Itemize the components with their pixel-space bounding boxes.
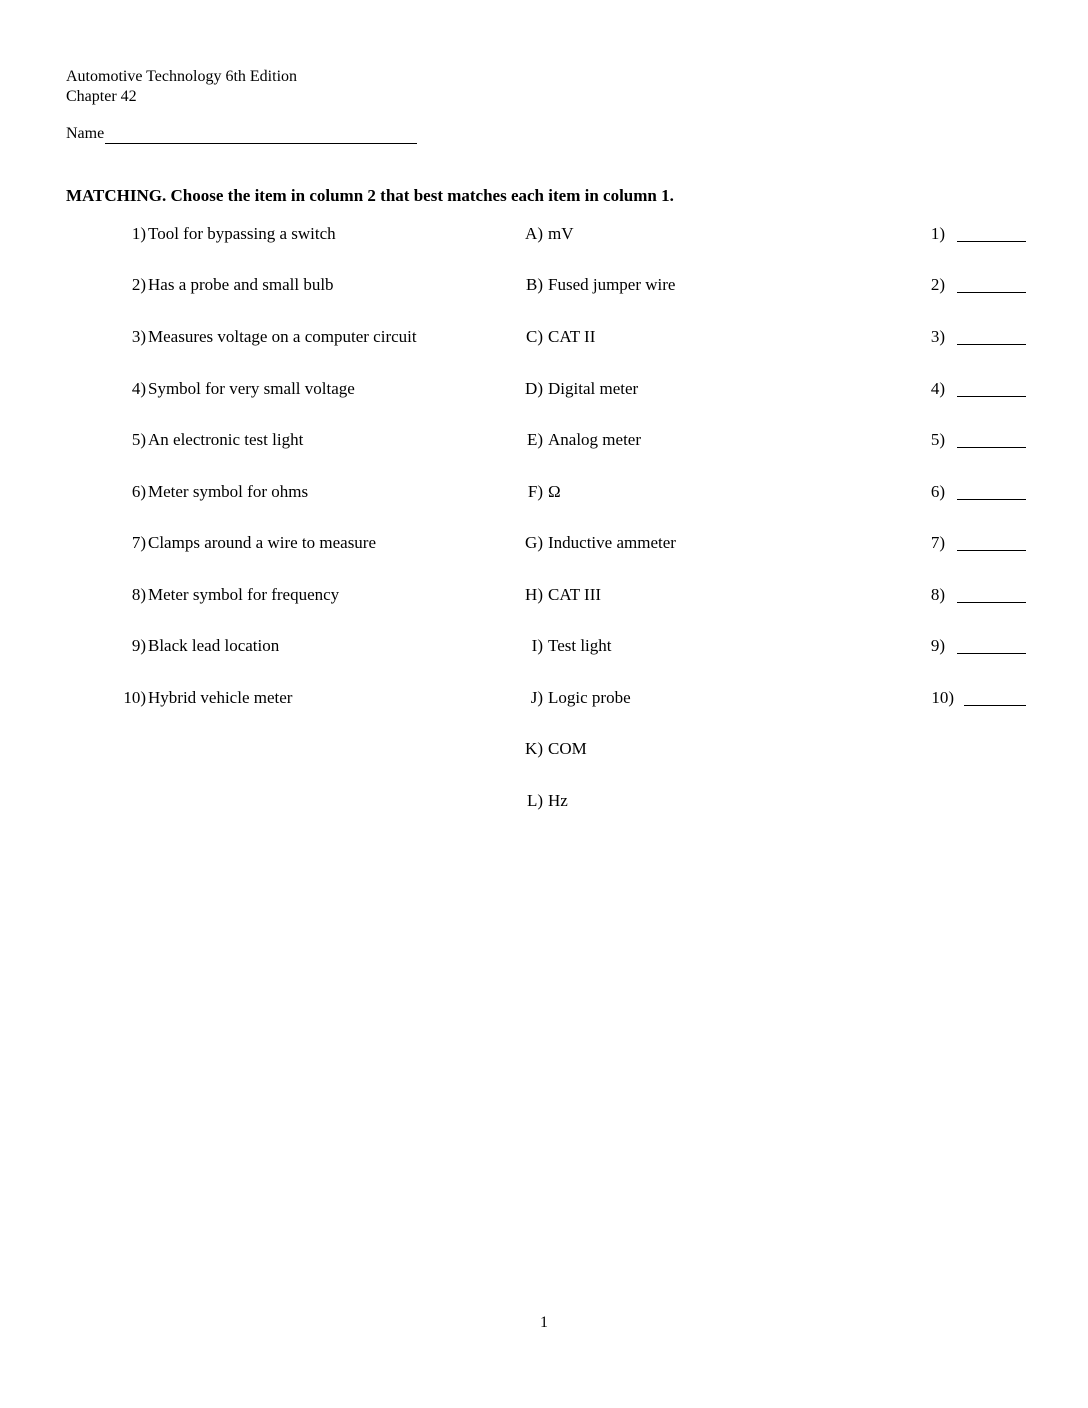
option-letter: G)	[525, 533, 543, 552]
answer-blank[interactable]	[957, 241, 1026, 242]
question-text: Clamps around a wire to measure	[148, 533, 377, 552]
answer-number: 5)	[930, 430, 945, 449]
question-number: 1)	[131, 224, 146, 243]
matching-instructions: MATCHING. Choose the item in column 2 that best matches each item in column 1.	[66, 186, 674, 205]
answer-blank[interactable]	[957, 550, 1026, 551]
option-text: Test light	[548, 636, 612, 655]
answer-blank[interactable]	[957, 602, 1026, 603]
matching-row	[0, 480, 1088, 504]
matching-row	[0, 634, 1088, 658]
option-letter: E)	[526, 430, 543, 449]
answer-number: 6)	[930, 482, 945, 501]
matching-row	[0, 377, 1088, 401]
option-letter: A)	[525, 224, 543, 243]
option-letter: H)	[525, 585, 543, 604]
option-letter: I)	[531, 636, 543, 655]
question-text: Tool for bypassing a switch	[148, 224, 336, 243]
option-text: Inductive ammeter	[548, 533, 676, 552]
answer-number: 10)	[931, 688, 954, 707]
option-letter: K)	[525, 739, 543, 758]
question-number: 6)	[131, 482, 146, 501]
option-text: CAT III	[548, 585, 602, 604]
answer-number: 4)	[930, 379, 945, 398]
question-text: Measures voltage on a computer circuit	[148, 327, 417, 346]
name-field[interactable]	[66, 124, 417, 144]
option-text: mV	[548, 224, 574, 243]
question-number: 2)	[131, 275, 146, 294]
matching-row	[0, 273, 1088, 297]
question-text: An electronic test light	[148, 430, 304, 449]
matching-row	[0, 737, 1088, 761]
question-number: 4)	[131, 379, 146, 398]
question-text: Meter symbol for frequency	[148, 585, 340, 604]
option-text: Analog meter	[548, 430, 641, 449]
answer-blank[interactable]	[957, 344, 1026, 345]
option-text: Logic probe	[548, 688, 631, 707]
question-number: 9)	[131, 636, 146, 655]
question-number: 3)	[131, 327, 146, 346]
answer-number: 1)	[930, 224, 945, 243]
option-letter: B)	[526, 275, 543, 294]
question-text: Has a probe and small bulb	[148, 275, 334, 294]
option-text: CAT II	[548, 327, 596, 346]
answer-blank[interactable]	[957, 653, 1026, 654]
matching-row	[0, 428, 1088, 452]
answer-blank[interactable]	[957, 292, 1026, 293]
option-text: COM	[548, 739, 587, 758]
option-text: Fused jumper wire	[548, 275, 676, 294]
answer-number: 2)	[930, 275, 945, 294]
question-text: Symbol for very small voltage	[148, 379, 355, 398]
question-number: 7)	[131, 533, 146, 552]
book-title: Automotive Technology 6th Edition	[66, 68, 298, 85]
question-text: Hybrid vehicle meter	[148, 688, 293, 707]
question-number: 5)	[131, 430, 146, 449]
answer-blank[interactable]	[957, 499, 1026, 500]
question-number: 8)	[131, 585, 146, 604]
option-letter: F)	[527, 482, 543, 501]
matching-row	[0, 222, 1088, 246]
option-text: Hz	[548, 791, 568, 810]
matching-row	[0, 789, 1088, 813]
option-text: Digital meter	[548, 379, 639, 398]
option-letter: J)	[530, 688, 543, 707]
answer-blank[interactable]	[957, 396, 1026, 397]
answer-number: 8)	[930, 585, 945, 604]
option-letter: L)	[526, 791, 543, 810]
name-blank[interactable]	[105, 125, 417, 144]
option-letter: C)	[526, 327, 543, 346]
matching-row	[0, 531, 1088, 555]
name-label: Name	[66, 125, 105, 142]
matching-row	[0, 325, 1088, 349]
question-text: Meter symbol for ohms	[148, 482, 309, 501]
answer-number: 7)	[930, 533, 945, 552]
matching-row	[0, 583, 1088, 607]
chapter-label: Chapter 42	[66, 88, 137, 105]
matching-row	[0, 686, 1088, 710]
answer-number: 9)	[930, 636, 945, 655]
option-letter: D)	[525, 379, 543, 398]
question-text: Black lead location	[148, 636, 280, 655]
question-number: 10)	[123, 688, 146, 707]
page-number: 1	[540, 1314, 548, 1331]
answer-blank[interactable]	[957, 447, 1026, 448]
option-text: Ω	[548, 482, 561, 501]
answer-number: 3)	[930, 327, 945, 346]
answer-blank[interactable]	[964, 705, 1026, 706]
